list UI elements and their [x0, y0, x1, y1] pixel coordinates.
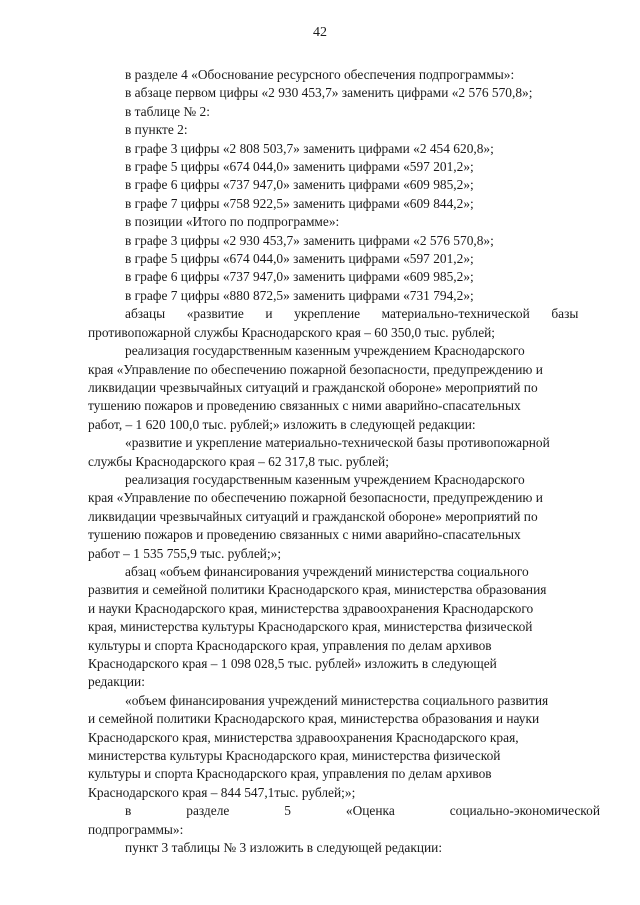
text-line: работ, – 1 620 100,0 тыс. рублей;» изложить в следующей редакции:	[88, 416, 476, 432]
text-line: в графе 7 цифры «880 872,5» заменить цифрами «731 794,2»;	[125, 287, 474, 303]
text-line: в графе 3 цифры «2 808 503,7» заменить цифрами «2 454 620,8»;	[125, 140, 494, 156]
text-line: тушению пожаров и проведению связанных с ними аварийно-спасательных	[88, 398, 521, 414]
document-body	[88, 66, 600, 857]
text-line: «объем финансирования учреждений министерства социального развития	[125, 692, 549, 708]
text-line: культуры и спорта Краснодарского края, управления по делам архивов	[88, 637, 492, 653]
text-line: ликвидации чрезвычайных ситуаций и гражданской обороне» мероприятий по	[88, 379, 538, 395]
text-line: в разделе 4 «Обоснование ресурсного обеспечения подпрограммы»:	[125, 67, 515, 82]
text-line: тушению пожаров и проведению связанных с ними аварийно-спасательных	[88, 527, 521, 543]
justified-line	[88, 802, 600, 820]
word: разделе	[186, 803, 230, 819]
justified-line	[88, 305, 600, 323]
word: «развитие	[186, 306, 244, 322]
word: и	[265, 306, 273, 322]
text-line: края, министерства культуры Краснодарского края, министерства физической	[88, 619, 533, 635]
text-line: абзац «объем финансирования учреждений министерства социального	[125, 563, 529, 579]
text-line: в графе 6 цифры «737 947,0» заменить цифрами «609 985,2»;	[125, 269, 474, 285]
text-line: в графе 3 цифры «2 930 453,7» заменить цифрами «2 576 570,8»;	[125, 232, 494, 248]
text-line: в графе 5 цифры «674 044,0» заменить цифрами «597 201,2»;	[125, 251, 474, 267]
word: социально-экономической	[449, 803, 600, 819]
text-line: работ – 1 535 755,9 тыс. рублей;»;	[88, 545, 282, 561]
text-line: в пункте 2:	[125, 122, 188, 138]
text-line: края «Управление по обеспечению пожарной безопасности, предупреждению и	[88, 361, 543, 377]
word: материально-технической	[381, 306, 530, 322]
word: укрепление	[294, 306, 361, 322]
text-line: министерства культуры Краснодарского края, министерства физической	[88, 748, 501, 764]
text-line: в позиции «Итого по подпрограмме»:	[125, 214, 340, 230]
text-line: «развитие и укрепление материально-технической базы противопожарной	[125, 435, 550, 451]
text-line: службы Краснодарского края – 62 317,8 тыс. рублей;	[88, 453, 389, 469]
text-line: в таблице № 2:	[125, 103, 210, 119]
text-line: Краснодарского края – 844 547,1тыс. рублей;»;	[88, 784, 356, 800]
text-line: противопожарной службы Краснодарского края – 60 350,0 тыс. рублей;	[88, 324, 496, 340]
text-line: реализация государственным казенным учреждением Краснодарского	[125, 471, 525, 487]
word: базы	[551, 306, 579, 322]
word: абзацы	[125, 306, 166, 322]
text-line: в графе 6 цифры «737 947,0» заменить цифрами «609 985,2»;	[125, 177, 474, 193]
text-line: и семейной политики Краснодарского края, министерства образования и науки	[88, 711, 540, 727]
text-line: развития и семейной политики Краснодарского края, министерства образования	[88, 582, 547, 598]
text-line: Краснодарского края – 1 098 028,5 тыс. рублей» изложить в следующей	[88, 656, 497, 671]
text-line: в графе 7 цифры «758 922,5» заменить цифрами «609 844,2»;	[125, 195, 474, 211]
text-line: и науки Краснодарского края, министерства здравоохранения Краснодарского	[88, 600, 534, 616]
word: в	[125, 803, 132, 819]
text-line: ликвидации чрезвычайных ситуаций и гражданской обороне» мероприятий по	[88, 508, 538, 524]
word: 5	[284, 803, 291, 819]
text-line: пункт 3 таблицы № 3 изложить в следующей редакции:	[125, 840, 443, 856]
text-line: Краснодарского края, министерства здравоохранения Краснодарского края,	[88, 729, 519, 745]
page-number: 42	[313, 25, 327, 40]
text-line: в графе 5 цифры «674 044,0» заменить цифрами «597 201,2»;	[125, 159, 474, 175]
text-line: в абзаце первом цифры «2 930 453,7» заменить цифрами «2 576 570,8»;	[125, 85, 533, 101]
text-line: реализация государственным казенным учреждением Краснодарского	[125, 343, 525, 359]
text-line: края «Управление по обеспечению пожарной безопасности, предупреждению и	[88, 490, 543, 506]
text-line: культуры и спорта Краснодарского края, управления по делам архивов	[88, 766, 492, 782]
text-line: подпрограммы»:	[88, 821, 184, 837]
text-line: редакции:	[88, 674, 145, 690]
word: «Оценка	[345, 803, 395, 819]
